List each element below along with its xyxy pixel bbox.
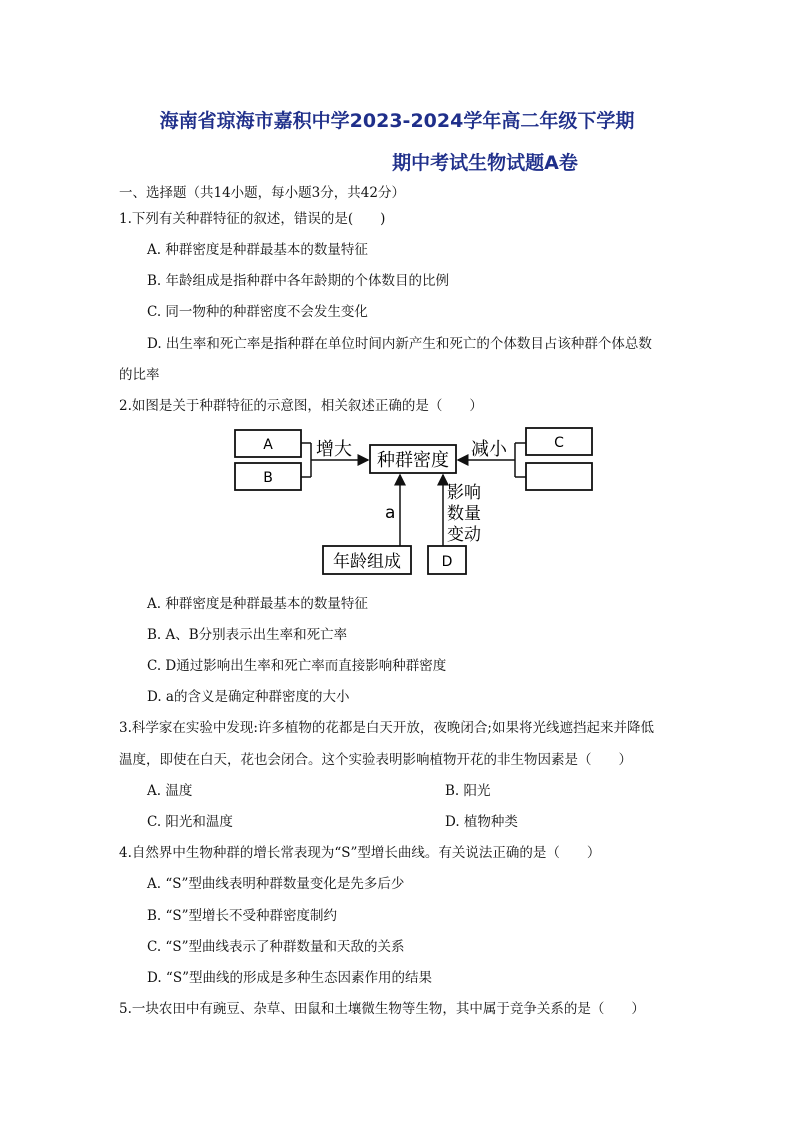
q3-option-a: A. 温度 bbox=[147, 783, 193, 799]
q3-option-b: B. 阳光 bbox=[445, 783, 491, 799]
label-a: a bbox=[385, 503, 396, 523]
population-feature-diagram bbox=[230, 424, 600, 580]
q2-option-b: B. A、B分别表示出生率和死亡率 bbox=[147, 627, 348, 643]
influence-label-2: 数量 bbox=[447, 504, 481, 524]
q1-option-a: A. 种群密度是种群最基本的数量特征 bbox=[147, 242, 368, 258]
q2-option-c: C. D通过影响出生率和死亡率而直接影响种群密度 bbox=[147, 658, 447, 674]
influence-label-1: 影响 bbox=[447, 483, 481, 503]
q1-option-b: B. 年龄组成是指种群中各年龄期的个体数目的比例 bbox=[147, 273, 450, 289]
q3-option-c: C. 阳光和温度 bbox=[147, 814, 233, 830]
increase-label: 增大 bbox=[316, 439, 352, 460]
exam-title-line2: 期中考试生物试题A卷 bbox=[392, 152, 578, 174]
age-structure-label: 年龄组成 bbox=[333, 552, 401, 572]
box-blank bbox=[526, 463, 592, 490]
exam-title-line1: 海南省琼海市嘉积中学2023-2024学年高二年级下学期 bbox=[159, 110, 635, 132]
q1-option-c: C. 同一物种的种群密度不会发生变化 bbox=[147, 304, 368, 320]
population-density-label: 种群密度 bbox=[377, 450, 449, 471]
q3-stem: 3.科学家在实验中发现:许多植物的花都是白天开放，夜晚闭合;如果将光线遮挡起来并降低 bbox=[119, 720, 654, 736]
box-c-label: C bbox=[554, 435, 564, 451]
box-a-label: A bbox=[263, 437, 273, 453]
q2-option-d: D. a的含义是确定种群密度的大小 bbox=[147, 689, 350, 705]
box-b-label: B bbox=[263, 470, 273, 486]
q3-stem-continued: 温度，即使在白天，花也会闭合。这个实验表明影响植物开花的非生物因素是（ ） bbox=[119, 752, 632, 768]
box-d-label: D bbox=[441, 554, 453, 570]
q4-option-d: D. “S”型曲线的形成是多种生态因素作用的结果 bbox=[147, 970, 432, 986]
q1-stem: 1.下列有关种群特征的叙述，错误的是( ) bbox=[119, 211, 386, 227]
q4-option-a: A. “S”型曲线表明种群数量变化是先多后少 bbox=[147, 876, 405, 892]
influence-label-3: 变动 bbox=[447, 525, 481, 545]
q4-option-b: B. “S”型增长不受种群密度制约 bbox=[147, 908, 338, 924]
q5-stem: 5.一块农田中有豌豆、杂草、田鼠和土壤微生物等生物，其中属于竞争关系的是（ ） bbox=[119, 1001, 645, 1017]
q4-stem: 4.自然界中生物种群的增长常表现为“S”型增长曲线。有关说法正确的是（ ） bbox=[119, 845, 601, 861]
decrease-label: 减小 bbox=[471, 439, 507, 460]
q2-option-a: A. 种群密度是种群最基本的数量特征 bbox=[147, 596, 368, 612]
q1-option-d-continued: 的比率 bbox=[119, 367, 160, 383]
q4-option-c: C. “S”型曲线表示了种群数量和天敌的关系 bbox=[147, 939, 405, 955]
q1-option-d: D. 出生率和死亡率是指种群在单位时间内新产生和死亡的个体数目占该种群个体总数 bbox=[147, 336, 652, 352]
q3-option-d: D. 植物种类 bbox=[445, 814, 518, 830]
section-heading: 一、选择题（共14小题，每小题3分，共42分） bbox=[119, 185, 405, 201]
q2-stem: 2.如图是关于种群特征的示意图，相关叙述正确的是（ ） bbox=[119, 398, 483, 414]
